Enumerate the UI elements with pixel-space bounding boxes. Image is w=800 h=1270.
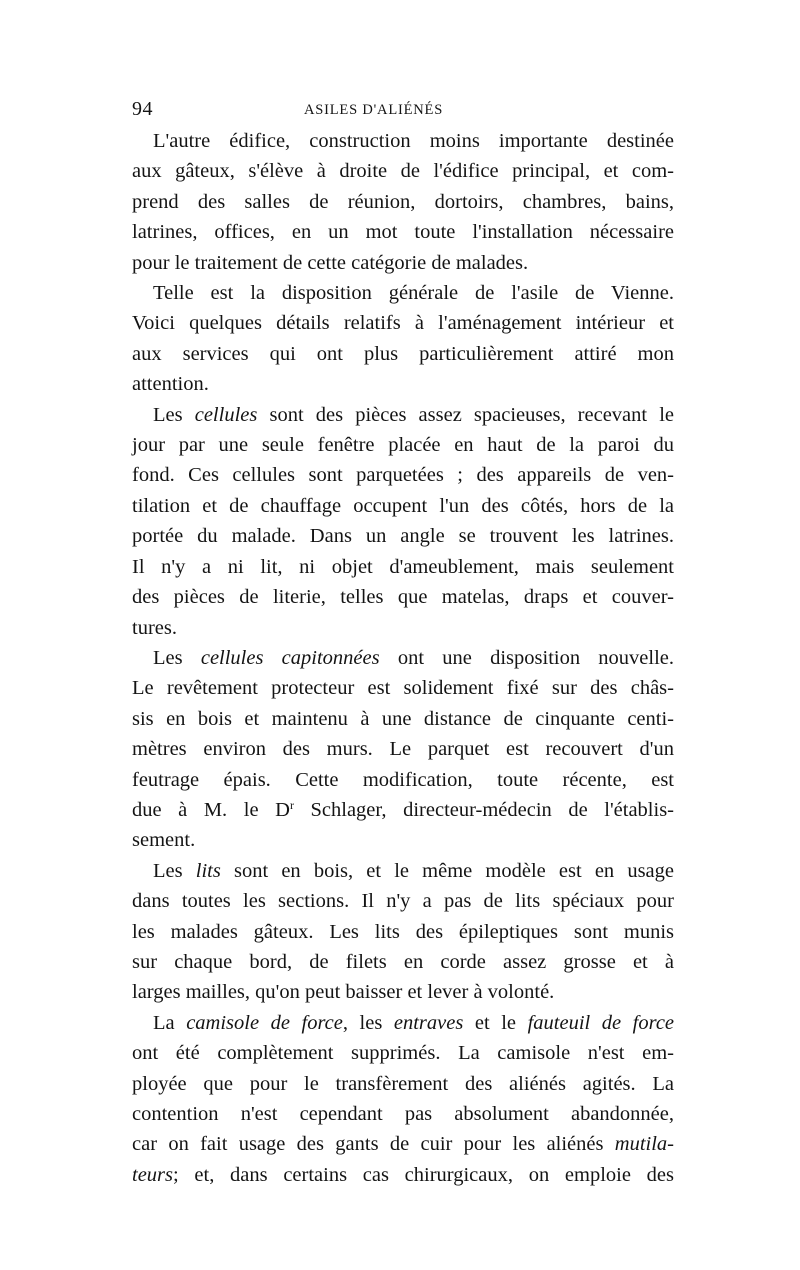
text-run: Les xyxy=(153,646,183,669)
text-run: Les xyxy=(153,403,183,426)
text-line xyxy=(132,1008,674,1038)
text-line: sis en bois et maintenu à une distance de cinquante centi- xyxy=(132,707,674,730)
text-run: Les xyxy=(153,859,183,882)
text-line: feutrage épais. Cette modification, toute récente, est xyxy=(132,768,674,791)
text-run: Schlager, directeur-médecin de l'établis- xyxy=(293,798,675,821)
text-line xyxy=(132,1160,674,1190)
paragraph-2 xyxy=(132,278,674,400)
text-line: tures. xyxy=(132,616,177,639)
page-header xyxy=(132,98,674,132)
text-line: L'autre édifice, construction moins importante destinée xyxy=(153,130,674,152)
body-text xyxy=(132,126,674,1190)
text-run: car on fait usage des gants de cuir pour les aliénés xyxy=(132,1133,604,1156)
text-run: , les xyxy=(342,1011,383,1034)
text-line: latrines, offices, en un mot toute l'installation nécessaire xyxy=(132,221,674,244)
text-line: aux gâteux, s'élève à droite de l'édifice principal, et com- xyxy=(132,160,674,183)
text-line: fond. Ces cellules sont parquetées ; des appareils de ven- xyxy=(132,464,674,487)
text-run: La xyxy=(153,1011,175,1034)
italic-term: cellules xyxy=(194,403,258,426)
text-line: Telle est la disposition générale de l'asile de Vienne. xyxy=(153,282,674,305)
text-line: tilation et de chauffage occupent l'un des côtés, hors de la xyxy=(132,494,674,517)
text-run: ; et, dans certains cas chirurgicaux, on emploie des xyxy=(173,1163,674,1186)
paragraph-4 xyxy=(132,643,674,856)
text-line: des pièces de literie, telles que matelas, draps et couver- xyxy=(132,586,674,609)
text-line xyxy=(132,643,674,673)
text-line: jour par une seule fenêtre placée en haut de la paroi du xyxy=(132,434,674,457)
italic-term: lits xyxy=(195,859,221,882)
text-line: sement. xyxy=(132,829,196,852)
paragraph-3 xyxy=(132,400,674,643)
text-line xyxy=(132,400,674,430)
text-line xyxy=(132,856,674,886)
text-line: Il n'y a ni lit, ni objet d'ameublement, mais seulement xyxy=(132,555,674,578)
paragraph-6 xyxy=(132,1008,674,1190)
text-line: aux services qui ont plus particulièrement attiré mon xyxy=(132,342,674,365)
text-run: et le xyxy=(463,1011,517,1034)
text-line: mètres environ des murs. Le parquet est recouvert d'un xyxy=(132,738,674,761)
text-line: portée du malade. Dans un angle se trouvent les latrines. xyxy=(132,525,674,548)
italic-term: teurs xyxy=(132,1163,173,1186)
text-line: ont été complètement supprimés. La camisole n'est em- xyxy=(132,1042,674,1065)
italic-term: entraves xyxy=(393,1011,464,1034)
text-line: contention n'est cependant pas absolument abandonnée, xyxy=(132,1103,674,1125)
italic-term: cellules capitonnées xyxy=(200,646,380,669)
page-number: 94 xyxy=(132,98,153,120)
running-title: ASILES D'ALIÉNÉS xyxy=(304,102,444,118)
text-line xyxy=(132,795,674,825)
text-line: prend des salles de réunion, dortoirs, chambres, bains, xyxy=(132,190,674,213)
superscript: r xyxy=(289,797,294,812)
text-line: sur chaque bord, de filets en corde assez grosse et à xyxy=(132,950,674,973)
paragraph-1 xyxy=(132,126,674,278)
italic-term: mutila- xyxy=(614,1133,674,1156)
text-line: attention. xyxy=(132,373,209,396)
text-line: les malades gâteux. Les lits des épileptiques sont munis xyxy=(132,920,674,943)
italic-term: camisole de force xyxy=(186,1011,343,1034)
text-run: sont en bois, et le même modèle est en usage xyxy=(234,859,675,882)
text-run: sont des pièces assez spacieuses, recevant le xyxy=(269,403,675,426)
italic-term: fauteuil de force xyxy=(527,1011,675,1034)
paragraph-5 xyxy=(132,856,674,1008)
text-line xyxy=(132,1129,674,1159)
book-page xyxy=(132,0,674,1190)
text-run: ont une disposition nouvelle. xyxy=(397,646,675,669)
text-line: pour le traitement de cette catégorie de malades. xyxy=(132,251,529,274)
text-line: Voici quelques détails relatifs à l'aménagement intérieur et xyxy=(132,312,674,335)
text-line: larges mailles, qu'on peut baisser et lever à volonté. xyxy=(132,981,555,1004)
text-line: ployée que pour le transfèrement des aliénés agités. La xyxy=(132,1072,674,1095)
text-run: due à M. le D xyxy=(132,798,290,821)
text-line: dans toutes les sections. Il n'y a pas de lits spéciaux pour xyxy=(132,890,674,913)
text-line: Le revêtement protecteur est solidement fixé sur des châs- xyxy=(132,677,674,700)
